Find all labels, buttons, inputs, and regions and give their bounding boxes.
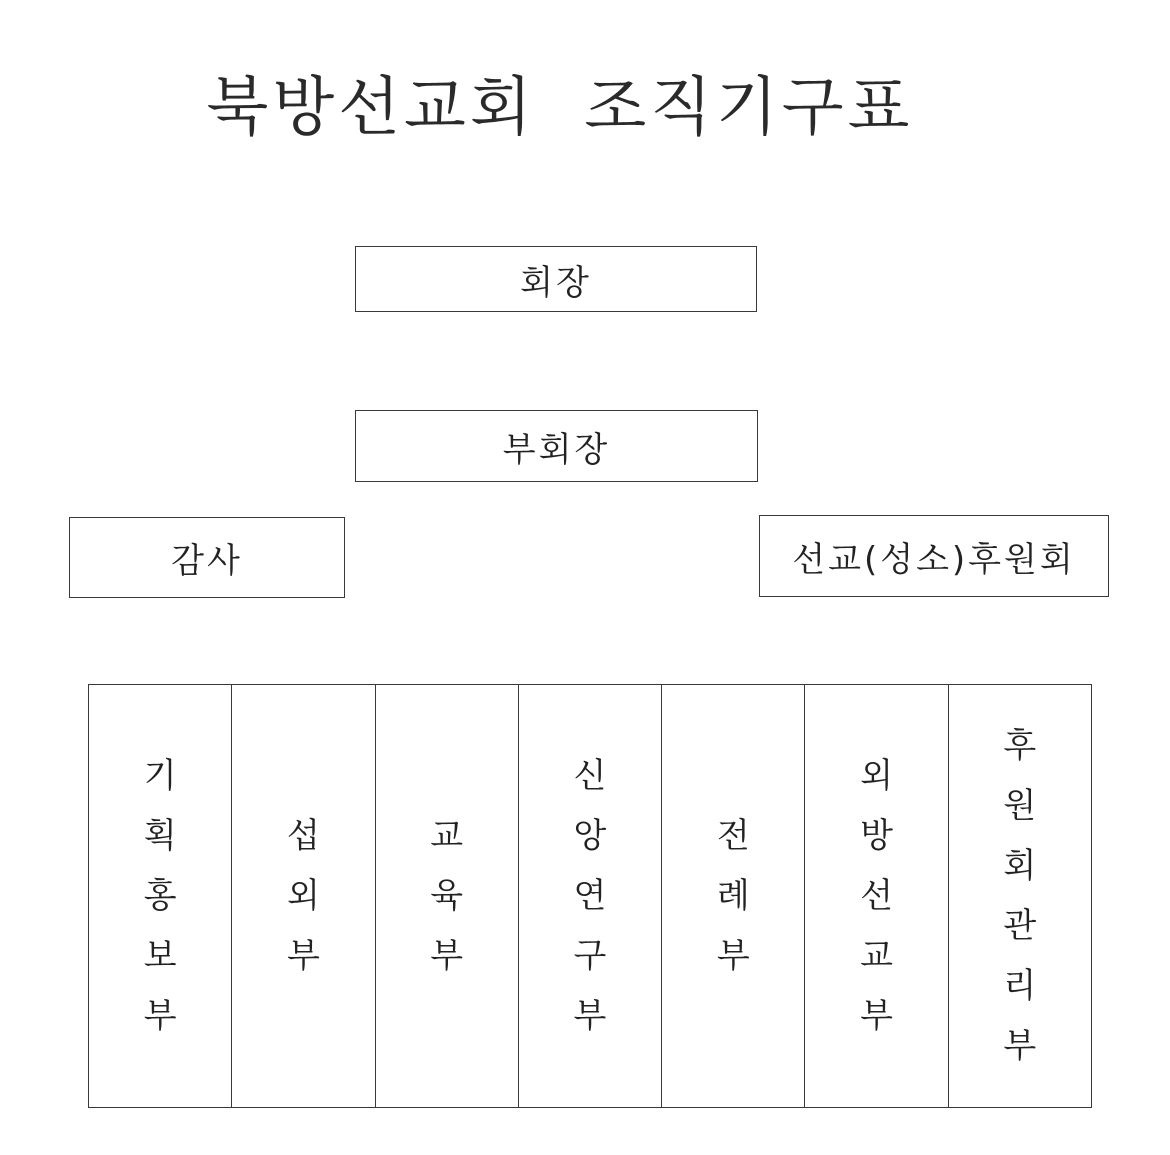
- support-society-label: 선교(성소)후원회: [792, 539, 1076, 580]
- audit-box: [69, 517, 345, 598]
- president-box: [355, 246, 757, 312]
- department-external-relations: [232, 685, 375, 1107]
- page-title: 북방선교회 조직기구표: [206, 71, 914, 145]
- vice-president-label: 부회장: [502, 429, 611, 470]
- audit-label: 감사: [171, 541, 243, 581]
- department-liturgy: [662, 685, 805, 1107]
- department-label: 후 원 회 관 리 부: [1003, 726, 1037, 1066]
- department-label: 전 례 부: [716, 816, 750, 976]
- department-faith-research: [519, 685, 662, 1107]
- vice-president-box: [355, 410, 758, 482]
- departments-table: [88, 684, 1092, 1108]
- president-label: 회장: [520, 262, 592, 303]
- department-label: 신 앙 연 구 부: [573, 756, 607, 1036]
- department-label: 기 획 홍 보 부: [143, 756, 177, 1036]
- department-support-management: [949, 685, 1091, 1107]
- department-label: 섭 외 부: [286, 816, 320, 976]
- support-society-box: [759, 515, 1109, 597]
- department-planning-pr: [89, 685, 232, 1107]
- department-label: 교 육 부: [430, 816, 464, 976]
- department-education: [376, 685, 519, 1107]
- department-foreign-mission: [805, 685, 948, 1107]
- department-label: 외 방 선 교 부: [860, 756, 893, 1036]
